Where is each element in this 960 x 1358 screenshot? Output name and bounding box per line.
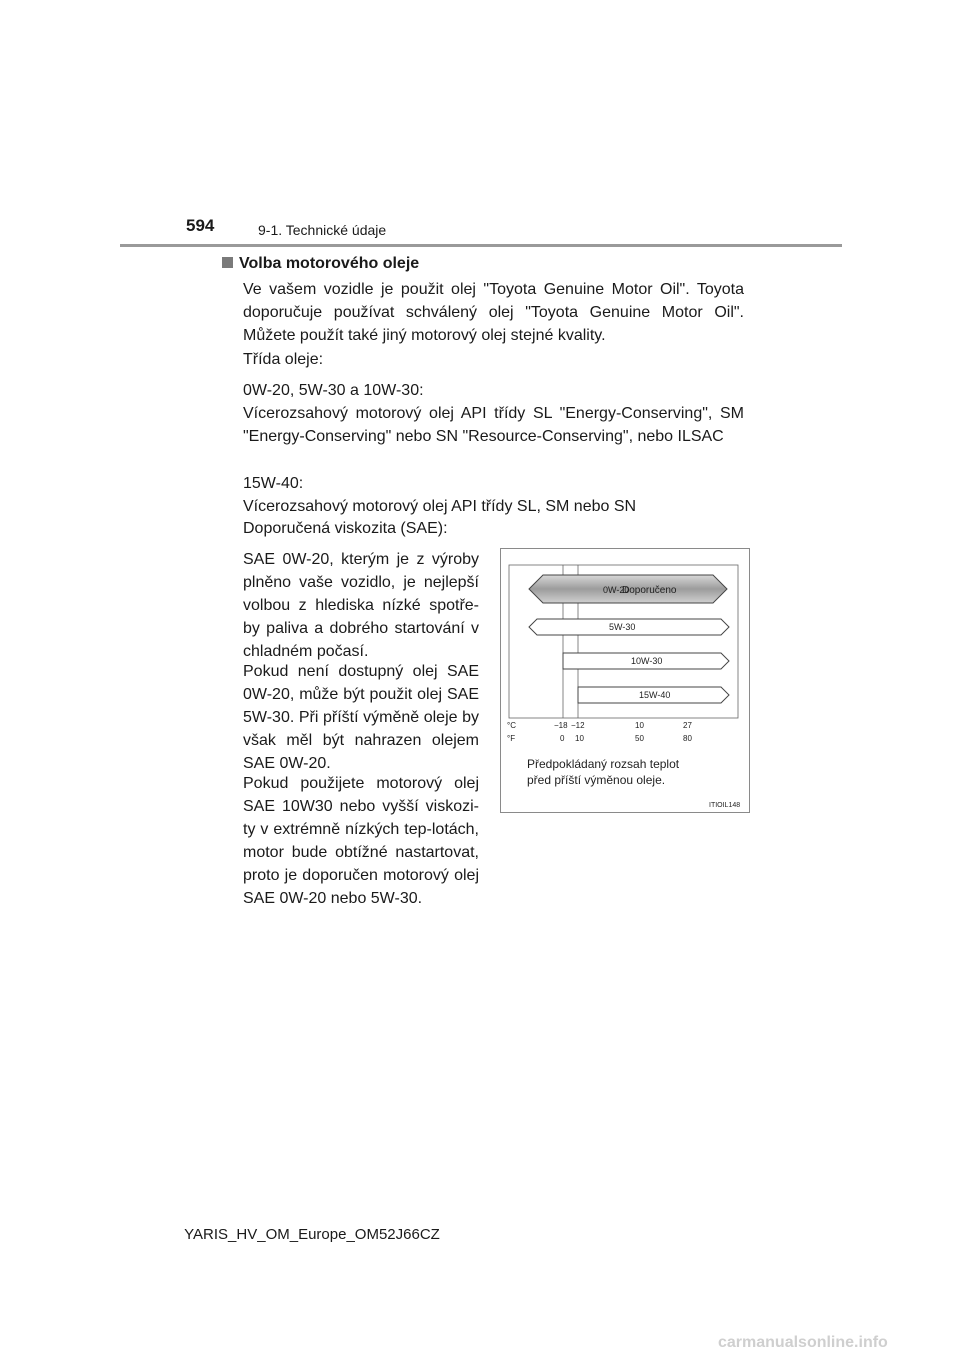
- bar-15w40-grade: 15W-40: [639, 690, 671, 700]
- paragraph-0w20: SAE 0W-20, kterým je z výroby plněno vaše vozidlo, je nejlepší volbou z hlediska nízké spotře-by paliva a dobrého startování v chladném počasí.: [243, 551, 479, 660]
- grades-2-text: Vícerozsahový motorový olej API třídy SL, SM nebo SN: [243, 498, 637, 515]
- tick-f-10: 10: [575, 734, 584, 743]
- heading: [222, 255, 419, 273]
- grades-1-text: Vícerozsahový motorový olej API třídy SL "Energy-Conserving", SM "Energy-Conserving" nebo SN "Resource-Conserving", nebo ILSAC: [243, 405, 744, 445]
- tick-f-0: 0: [560, 734, 565, 743]
- footer-text: YARIS_HV_OM_Europe_OM52J66CZ: [184, 1226, 440, 1243]
- paragraph-5w30: Pokud není dostupný olej SAE 0W-20, může být použit olej SAE 5W-30. Při příští výměně oleje by však měl být nahrazen olejem SAE 0W-20.: [243, 663, 479, 772]
- watermark: carmanualsonline.info: [718, 1334, 888, 1351]
- section-title: 9-1. Technické údaje: [258, 222, 387, 238]
- header-rule: [120, 244, 842, 247]
- paragraph-10w30: Pokud použijete motorový olej SAE 10W30 nebo vyšší viskozi-ty v extrémně nízkých tep-lotách, motor bude obtížné nastartovat, proto je doporučen motorový olej SAE 0W-20 nebo 5W-30.: [243, 775, 479, 907]
- figure-caption-line2: před příští výměnou oleje.: [527, 773, 666, 787]
- tick-c-minus12: −12: [571, 721, 585, 730]
- tick-c-10: 10: [635, 721, 644, 730]
- viscosity-chart: [501, 549, 749, 812]
- tick-f-50: 50: [635, 734, 644, 743]
- paragraph-grades-2: [243, 472, 744, 518]
- heading-text: Volba motorového oleje: [239, 255, 420, 272]
- bar-10w30-grade: 10W-30: [631, 656, 663, 666]
- bar-0w20-label: Doporučeno: [622, 585, 677, 596]
- bar-0w20-grade: 0W-20: [603, 585, 630, 595]
- figure-code: ITIOIL148: [709, 802, 741, 809]
- paragraph-viscosity: Doporučená viskozita (SAE):: [243, 520, 448, 537]
- unit-f: °F: [507, 734, 516, 743]
- viscosity-figure: [500, 548, 750, 813]
- grades-1-title: 0W-20, 5W-30 a 10W-30:: [243, 382, 424, 399]
- tick-f-80: 80: [683, 734, 692, 743]
- footer: [0, 1226, 960, 1243]
- tick-c-27: 27: [683, 721, 692, 730]
- bar-5w30-grade: 5W-30: [609, 622, 636, 632]
- paragraph-intro: Ve vašem vozidle je použit olej "Toyota Genuine Motor Oil". Toyota doporučuje používat schválený olej "Toyota Genuine Motor Oil". Můžete použít také jiný motorový olej stejné kvality.: [243, 281, 744, 344]
- heading-square-icon: [222, 257, 233, 268]
- paragraph-grades-1: [243, 379, 744, 448]
- grades-2-title: 15W-40:: [243, 475, 304, 492]
- paragraph-oil-class: Třída oleje:: [243, 351, 324, 368]
- page-number: 594: [186, 216, 215, 235]
- unit-c: °C: [507, 721, 516, 730]
- tick-c-minus18: −18: [554, 721, 568, 730]
- figure-caption-line1: Předpokládaný rozsah teplot: [527, 757, 680, 771]
